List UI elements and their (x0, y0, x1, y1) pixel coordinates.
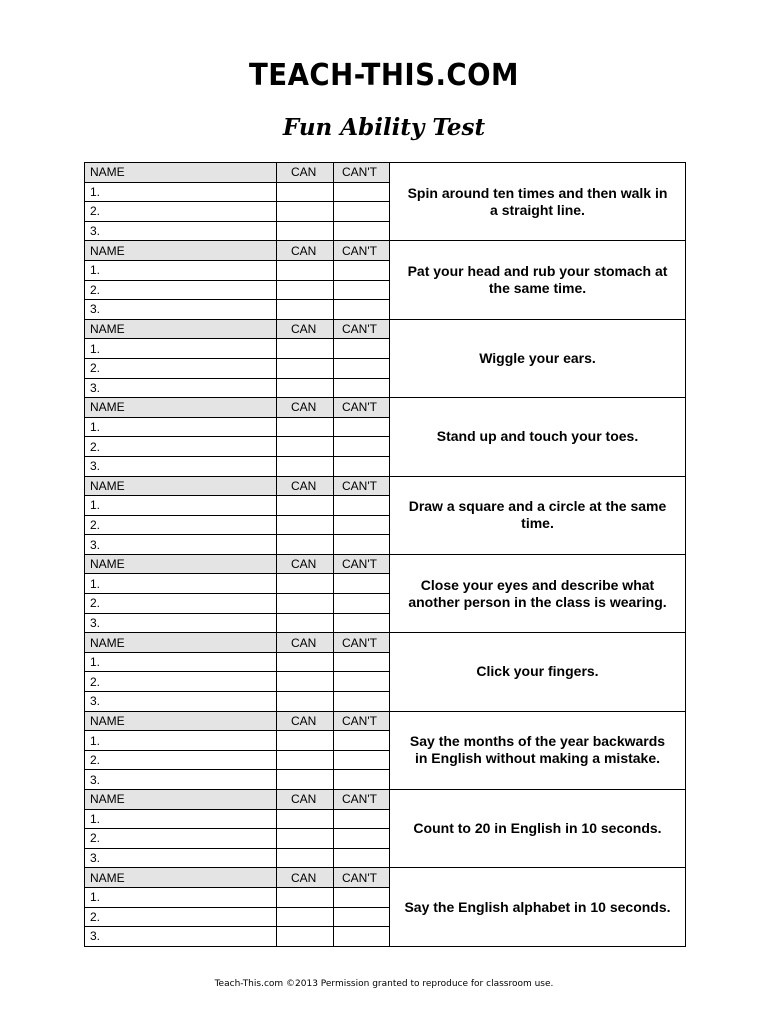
cant-cell[interactable] (334, 535, 390, 555)
name-header: NAME (85, 790, 277, 810)
student-name-cell[interactable]: 3. (85, 456, 277, 476)
task-prompt: Stand up and touch your toes. (390, 398, 686, 476)
cant-cell[interactable] (334, 358, 390, 378)
can-cell[interactable] (277, 221, 334, 241)
cant-cell[interactable] (334, 848, 390, 868)
can-cell[interactable] (277, 496, 334, 516)
student-name-cell[interactable]: 1. (85, 417, 277, 437)
block-header-row (85, 241, 686, 261)
can-header: CAN (277, 476, 334, 496)
can-header: CAN (277, 398, 334, 418)
student-name-cell[interactable]: 2. (85, 515, 277, 535)
task-prompt: Pat your head and rub your stomach at the same time. (390, 241, 686, 319)
student-name-cell[interactable]: 2. (85, 829, 277, 849)
can-cell[interactable] (277, 339, 334, 359)
can-cell[interactable] (277, 300, 334, 320)
can-cell[interactable] (277, 456, 334, 476)
cant-cell[interactable] (334, 731, 390, 751)
copyright-footer: Teach-This.com ©2013 Permission granted to reproduce for classroom use. (214, 979, 554, 989)
name-header: NAME (85, 163, 277, 183)
cant-header: CAN'T (334, 241, 390, 261)
student-name-cell[interactable]: 3. (85, 378, 277, 398)
name-header: NAME (85, 319, 277, 339)
cant-cell[interactable] (334, 300, 390, 320)
cant-header: CAN'T (334, 790, 390, 810)
cant-cell[interactable] (334, 750, 390, 770)
block-header-row (85, 476, 686, 496)
can-cell[interactable] (277, 672, 334, 692)
student-name-cell[interactable]: 1. (85, 887, 277, 907)
cant-header: CAN'T (334, 554, 390, 574)
cant-header: CAN'T (334, 163, 390, 183)
cant-header: CAN'T (334, 476, 390, 496)
can-header: CAN (277, 319, 334, 339)
student-name-cell[interactable]: 2. (85, 202, 277, 222)
student-name-cell[interactable]: 2. (85, 280, 277, 300)
can-header: CAN (277, 554, 334, 574)
can-cell[interactable] (277, 515, 334, 535)
cant-header: CAN'T (334, 319, 390, 339)
can-cell[interactable] (277, 907, 334, 927)
block-header-row (85, 790, 686, 810)
student-name-cell[interactable]: 1. (85, 496, 277, 516)
cant-cell[interactable] (334, 221, 390, 241)
block-header-row (85, 868, 686, 888)
student-name-cell[interactable]: 3. (85, 535, 277, 555)
task-prompt: Spin around ten times and then walk in a straight line. (390, 163, 686, 241)
student-name-cell[interactable]: 2. (85, 672, 277, 692)
student-name-cell[interactable]: 3. (85, 848, 277, 868)
task-prompt: Count to 20 in English in 10 seconds. (390, 790, 686, 868)
cant-cell[interactable] (334, 770, 390, 790)
can-cell[interactable] (277, 613, 334, 633)
student-name-cell[interactable]: 3. (85, 613, 277, 633)
cant-cell[interactable] (334, 692, 390, 712)
name-header: NAME (85, 476, 277, 496)
name-header: NAME (85, 554, 277, 574)
can-header: CAN (277, 241, 334, 261)
cant-header: CAN'T (334, 633, 390, 653)
can-cell[interactable] (277, 652, 334, 672)
task-prompt: Draw a square and a circle at the same time. (390, 476, 686, 554)
student-name-cell[interactable]: 1. (85, 182, 277, 202)
can-header: CAN (277, 790, 334, 810)
name-header: NAME (85, 241, 277, 261)
ability-test-table (84, 162, 686, 947)
cant-cell[interactable] (334, 339, 390, 359)
cant-cell[interactable] (334, 182, 390, 202)
cant-cell[interactable] (334, 260, 390, 280)
can-cell[interactable] (277, 535, 334, 555)
can-cell[interactable] (277, 437, 334, 457)
cant-cell[interactable] (334, 202, 390, 222)
can-cell[interactable] (277, 417, 334, 437)
cant-cell[interactable] (334, 515, 390, 535)
can-cell[interactable] (277, 358, 334, 378)
can-cell[interactable] (277, 378, 334, 398)
student-name-cell[interactable]: 1. (85, 809, 277, 829)
cant-header: CAN'T (334, 711, 390, 731)
can-cell[interactable] (277, 829, 334, 849)
student-name-cell[interactable]: 3. (85, 221, 277, 241)
can-cell[interactable] (277, 750, 334, 770)
can-header: CAN (277, 868, 334, 888)
student-name-cell[interactable]: 1. (85, 260, 277, 280)
cant-cell[interactable] (334, 496, 390, 516)
cant-cell[interactable] (334, 652, 390, 672)
student-name-cell[interactable]: 1. (85, 574, 277, 594)
student-name-cell[interactable]: 2. (85, 907, 277, 927)
cant-cell[interactable] (334, 437, 390, 457)
task-prompt: Say the months of the year backwards in English without making a mistake. (390, 711, 686, 789)
cant-cell[interactable] (334, 378, 390, 398)
can-cell[interactable] (277, 202, 334, 222)
task-prompt: Click your fingers. (390, 633, 686, 711)
cant-cell[interactable] (334, 829, 390, 849)
can-cell[interactable] (277, 848, 334, 868)
name-header: NAME (85, 398, 277, 418)
cant-cell[interactable] (334, 574, 390, 594)
block-header-row (85, 633, 686, 653)
task-prompt: Say the English alphabet in 10 seconds. (390, 868, 686, 946)
block-header-row (85, 554, 686, 574)
student-name-cell[interactable]: 3. (85, 300, 277, 320)
student-name-cell[interactable]: 3. (85, 692, 277, 712)
student-name-cell[interactable]: 1. (85, 339, 277, 359)
task-prompt: Wiggle your ears. (390, 319, 686, 397)
can-cell[interactable] (277, 731, 334, 751)
name-header: NAME (85, 633, 277, 653)
can-cell[interactable] (277, 692, 334, 712)
cant-cell[interactable] (334, 594, 390, 614)
cant-cell[interactable] (334, 672, 390, 692)
task-prompt: Close your eyes and describe what another person in the class is wearing. (390, 554, 686, 632)
can-header: CAN (277, 711, 334, 731)
cant-cell[interactable] (334, 907, 390, 927)
can-cell[interactable] (277, 809, 334, 829)
cant-cell[interactable] (334, 280, 390, 300)
cant-cell[interactable] (334, 613, 390, 633)
student-name-cell[interactable]: 2. (85, 594, 277, 614)
can-cell[interactable] (277, 280, 334, 300)
can-cell[interactable] (277, 574, 334, 594)
can-header: CAN (277, 633, 334, 653)
cant-cell[interactable] (334, 927, 390, 947)
can-cell[interactable] (277, 927, 334, 947)
can-cell[interactable] (277, 182, 334, 202)
student-name-cell[interactable]: 1. (85, 731, 277, 751)
block-header-row (85, 163, 686, 183)
student-name-cell[interactable]: 2. (85, 437, 277, 457)
cant-cell[interactable] (334, 887, 390, 907)
name-header: NAME (85, 711, 277, 731)
student-name-cell[interactable]: 1. (85, 652, 277, 672)
student-name-cell[interactable]: 2. (85, 750, 277, 770)
cant-header: CAN'T (334, 398, 390, 418)
student-name-cell[interactable]: 3. (85, 770, 277, 790)
block-header-row (85, 398, 686, 418)
student-name-cell[interactable]: 2. (85, 358, 277, 378)
can-cell[interactable] (277, 770, 334, 790)
name-header: NAME (85, 868, 277, 888)
site-title: TEACH-THIS.COM (249, 58, 519, 93)
block-header-row (85, 711, 686, 731)
can-cell[interactable] (277, 260, 334, 280)
cant-header: CAN'T (334, 868, 390, 888)
can-cell[interactable] (277, 887, 334, 907)
cant-cell[interactable] (334, 809, 390, 829)
can-header: CAN (277, 163, 334, 183)
worksheet-title: Fun Ability Test (282, 114, 486, 141)
cant-cell[interactable] (334, 456, 390, 476)
cant-cell[interactable] (334, 417, 390, 437)
student-name-cell[interactable]: 3. (85, 927, 277, 947)
block-header-row (85, 319, 686, 339)
can-cell[interactable] (277, 594, 334, 614)
